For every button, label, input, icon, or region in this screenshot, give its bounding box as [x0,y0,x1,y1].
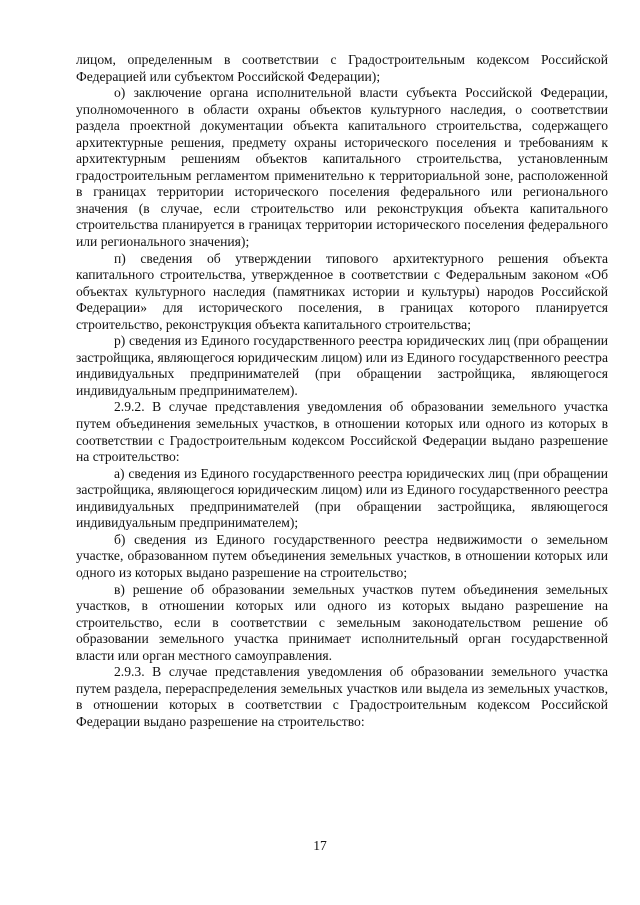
document-body [76,52,608,730]
paragraph-item-a: а) сведения из Единого государственного реестра юридических лиц (при обращении застройщика, являющегося юридическим лицом) или из Единого государственного реестра индивидуальных предпринимателей (при обращении застройщика, являющегося индивидуальным предпринимателем); [76,465,608,531]
paragraph-item-p: п) сведения об утверждении типового архитектурного решения объекта капитального строительства, утвержденное в соответствии с Федеральным законом «Об объектах культурного наследия (памятниках истории и культуры) народов Российской Федерации» для исторического поселения, в границах которого планируется строительство, реконструкция объекта капитального строительства; [76,250,608,332]
paragraph-item-b: б) сведения из Единого государственного реестра недвижимости о земельном участке, образованном путем объединения земельных участков, в отношении которых или одного из которых выдано разрешение на строительство; [76,531,608,580]
paragraph-section-2-9-2: 2.9.2. В случае представления уведомления об образовании земельного участка путем объединения земельных участков, в отношении которых или одного из которых в соответствии с Градостроительным кодексом Российской Федерации выдано разрешение на строительство: [76,399,608,465]
paragraph-item-v: в) решение об образовании земельных участков путем объединения земельных участков, в отношении которых или одного из которых выдано разрешение на строительство, если в соответствии с земельным законодательством решение об образовании земельного участка принимает исполнительный орган государственной власти или орган местного самоуправления. [76,581,608,663]
page-number: 17 [313,838,327,853]
paragraph-continuation: лицом, определенным в соответствии с Градостроительным кодексом Российской Федерацией или субъектом Российской Федерации); [76,52,608,84]
paragraph-item-r: р) сведения из Единого государственного реестра юридических лиц (при обращении застройщика, являющегося юридическим лицом) или из Единого государственного реестра индивидуальных предпринимателей (при обращении застройщика, являющегося индивидуальным предпринимателем). [76,333,608,398]
paragraph-item-o: о) заключение органа исполнительной власти субъекта Российской Федерации, уполномоченного в области охраны объектов культурного наследия, о соответствии раздела проектной документации объекта капитального строительства, содержащего архитектурные решения, предмету охраны исторического поселения и требованиям к архитектурным решениям объектов капитального строительства, установленным градостроительным регламентом применительно к территориальной зоне, расположенной в границах территории исторического поселения федерального или регионального значения (в случае, если строительство или реконструкция объекта капитального строительства планируется в границах территории исторического поселения федерального или регионального значения); [76,85,608,250]
paragraph-section-2-9-3: 2.9.3. В случае представления уведомления об образовании земельного участка путем раздела, перераспределения земельных участков или выдела из земельных участков, в отношении которых в соответствии с Градостроительным кодексом Российской Федерации выдано разрешение на строительство: [76,664,608,729]
